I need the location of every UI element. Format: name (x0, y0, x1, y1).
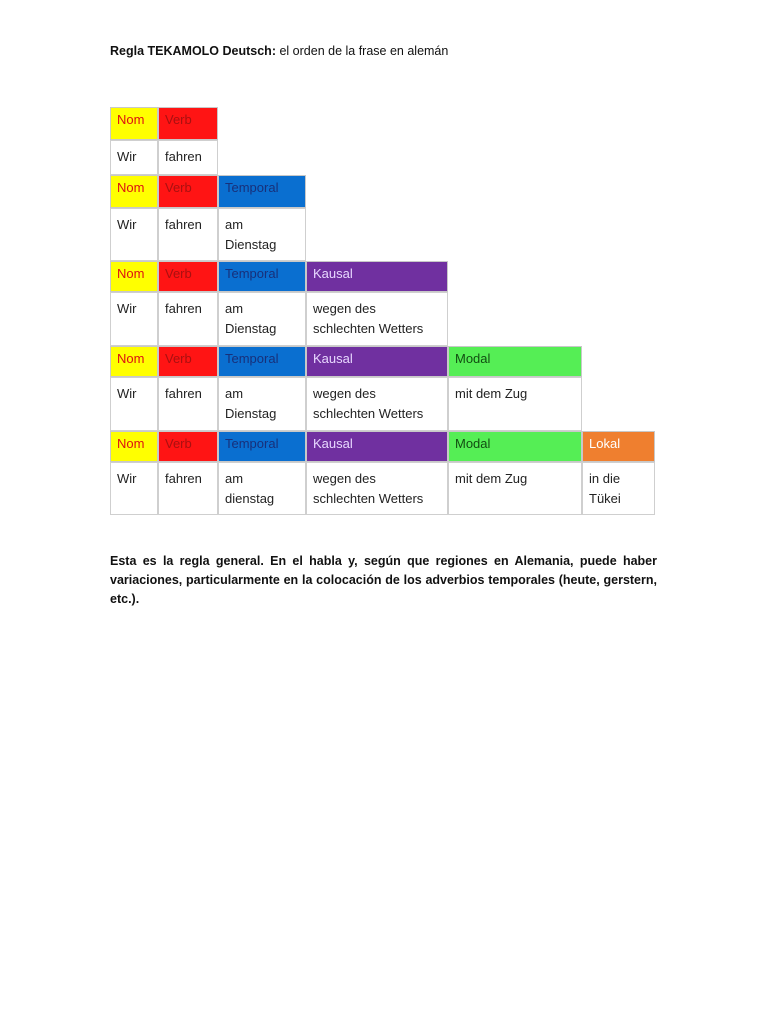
title-rest: el orden de la frase en alemán (276, 44, 449, 58)
cell-line: schlechten Wetters (313, 491, 424, 506)
cell-verb: fahren (158, 462, 218, 515)
cell-temporal (218, 462, 306, 515)
cell-temporal (218, 208, 306, 261)
cell-line: schlechten Wetters (313, 406, 424, 421)
header-lokal: Lokal (582, 431, 655, 462)
cell-line: Dienstag (225, 321, 277, 336)
cell-line: Dienstag (225, 406, 277, 421)
document-title (110, 43, 448, 59)
cell-temporal (218, 377, 306, 431)
cell-line: am (225, 217, 244, 232)
cell-line: schlechten Wetters (313, 321, 424, 336)
cell-line: wegen des (313, 471, 376, 486)
header-verb: Verb (158, 346, 218, 377)
header-nom: Nom (110, 175, 158, 208)
cell-nom: Wir (110, 377, 158, 431)
cell-kausal (306, 377, 448, 431)
cell-modal: mit dem Zug (448, 377, 582, 431)
cell-verb: fahren (158, 377, 218, 431)
header-kausal: Kausal (306, 431, 448, 462)
header-nom: Nom (110, 346, 158, 377)
cell-nom: Wir (110, 292, 158, 346)
cell-kausal (306, 292, 448, 346)
cell-nom: Wir (110, 140, 158, 175)
header-temporal: Temporal (218, 431, 306, 462)
cell-nom: Wir (110, 462, 158, 515)
cell-lokal (582, 462, 655, 515)
title-bold: Regla TEKAMOLO Deutsch: (110, 44, 276, 58)
header-verb: Verb (158, 175, 218, 208)
cell-line: am (225, 471, 244, 486)
cell-line: am (225, 301, 244, 316)
header-verb: Verb (158, 107, 218, 140)
cell-line: Tükei (589, 491, 621, 506)
cell-line: Dienstag (225, 237, 277, 252)
cell-kausal (306, 462, 448, 515)
header-modal: Modal (448, 346, 582, 377)
header-nom: Nom (110, 431, 158, 462)
header-verb: Verb (158, 431, 218, 462)
explanation-paragraph: Esta es la regla general. En el habla y, según que regiones en Alemania, puede haber variaciones, particularmente en la colocación de los adverbios temporales (heute, gerstern, etc.). (110, 554, 657, 606)
cell-line: in die (589, 471, 621, 486)
cell-line: wegen des (313, 301, 376, 316)
header-verb: Verb (158, 261, 218, 292)
cell-line: wegen des (313, 386, 376, 401)
header-nom: Nom (110, 107, 158, 140)
cell-verb: fahren (158, 140, 218, 175)
tekamolo-staircase-table (110, 107, 655, 515)
header-kausal: Kausal (306, 346, 448, 377)
header-temporal: Temporal (218, 261, 306, 292)
cell-verb: fahren (158, 208, 218, 261)
cell-verb: fahren (158, 292, 218, 346)
header-temporal: Temporal (218, 346, 306, 377)
cell-modal: mit dem Zug (448, 462, 582, 515)
cell-line: am (225, 386, 244, 401)
cell-temporal (218, 292, 306, 346)
cell-nom: Wir (110, 208, 158, 261)
header-temporal: Temporal (218, 175, 306, 208)
header-nom: Nom (110, 261, 158, 292)
cell-line: dienstag (225, 491, 275, 506)
header-modal: Modal (448, 431, 582, 462)
header-kausal: Kausal (306, 261, 448, 292)
